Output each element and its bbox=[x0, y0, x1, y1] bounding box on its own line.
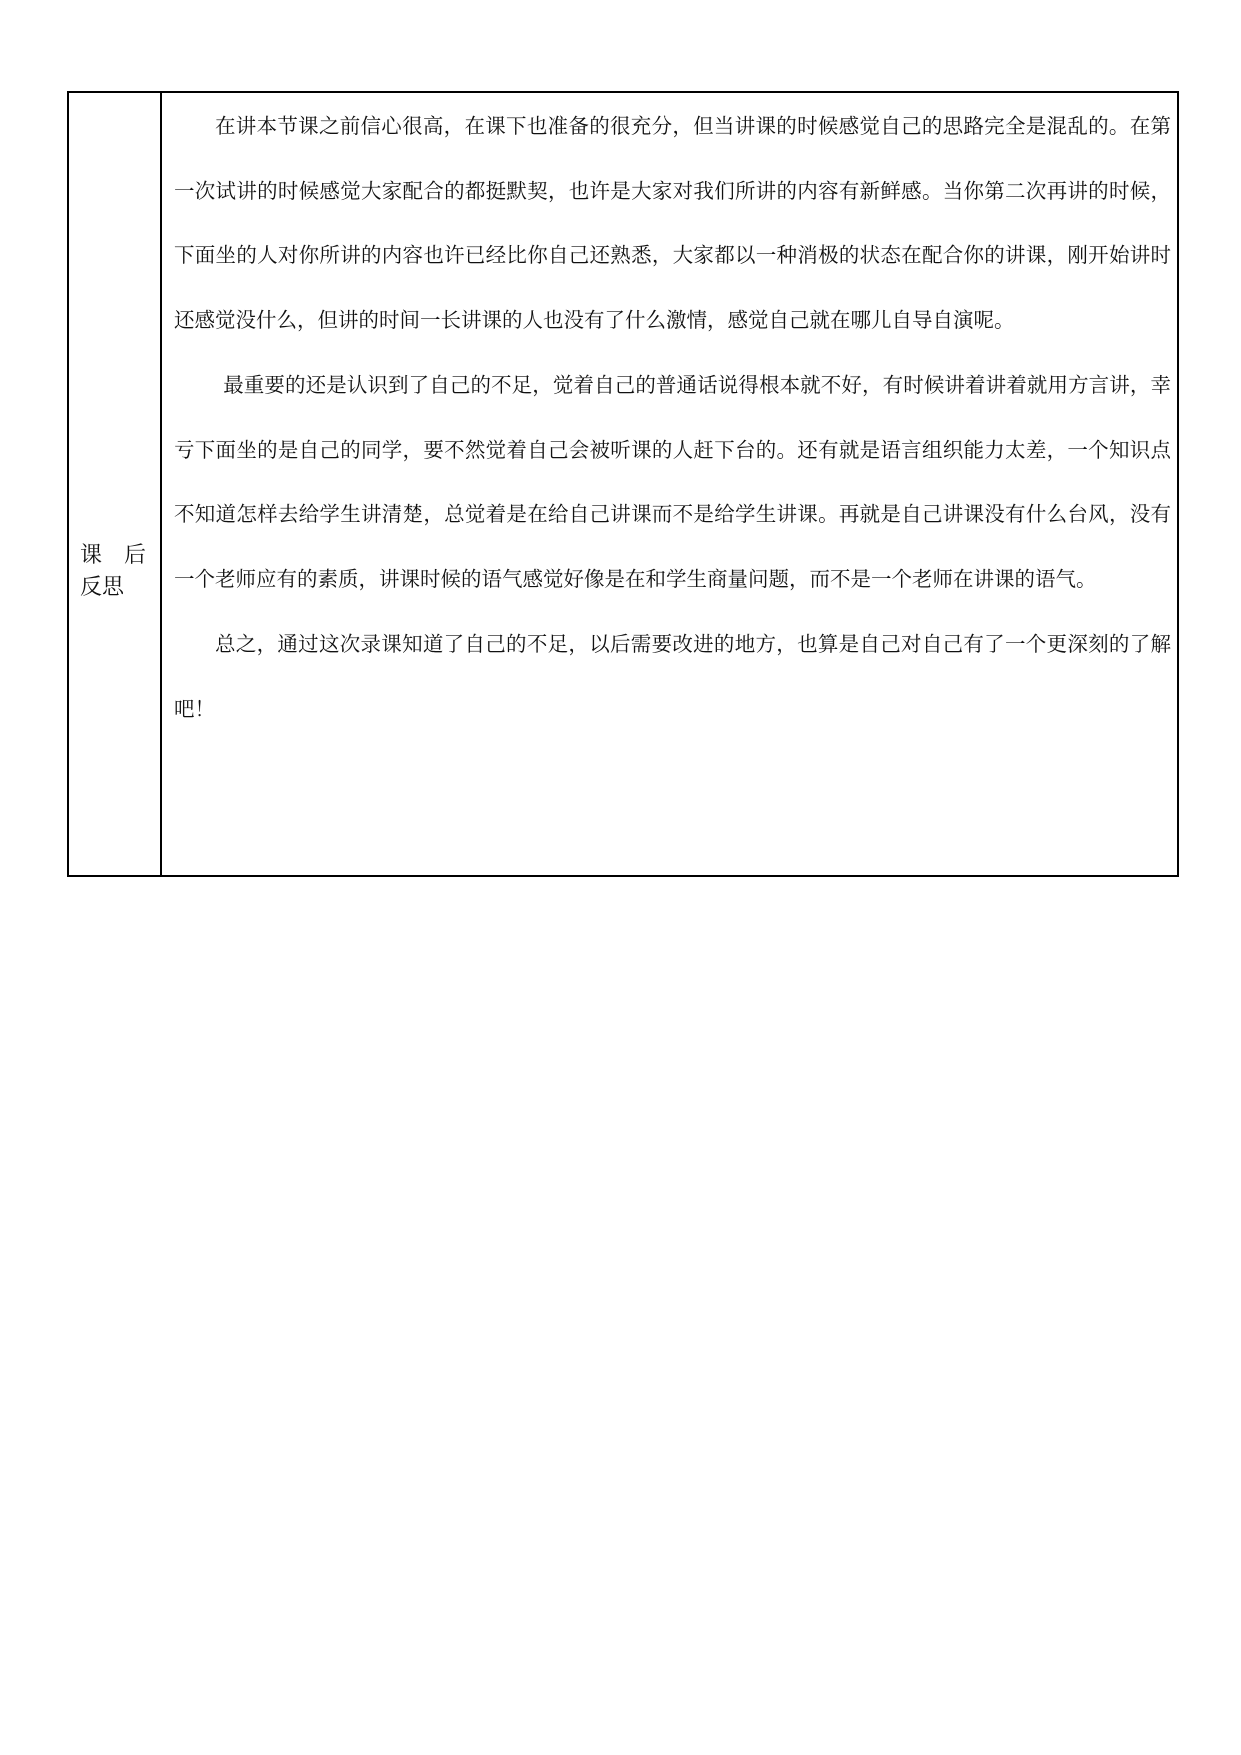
paragraph-3: 总之，通过这次录课知道了自己的不足，以后需要改进的地方，也算是自己对自己有了一个更深刻的了解吧！ bbox=[174, 632, 1171, 721]
paragraph-1: 在讲本节课之前信心很高，在课下也准备的很充分，但当讲课的时候感觉自己的思路完全是混乱的。在第一次试讲的时候感觉大家配合的都挺默契，也许是大家对我们所讲的内容有新鲜感。当你第二次再讲的时候，下面坐的人对你所讲的内容也许已经比你自己还熟悉，大家都以一种消极的状态在配合你的讲课，刚开始讲时还感觉没什么，但讲的时间一长讲课的人也没有了什么激情，感觉自己就在哪儿自导自演呢。 bbox=[174, 114, 1171, 332]
reflection-content-cell bbox=[162, 93, 1177, 875]
row-label-line-1 bbox=[80, 540, 146, 572]
reflection-table bbox=[67, 91, 1179, 877]
row-label-char-2: 后 bbox=[123, 543, 146, 568]
paragraph-2: 最重要的还是认识到了自己的不足，觉着自己的普通话说得根本就不好，有时候讲着讲着就用方言讲，幸亏下面坐的是自己的同学，要不然觉着自己会被听课的人赶下台的。还有就是语言组织能力太差，一个知识点不知道怎样去给学生讲清楚，总觉着是在给自己讲课而不是给学生讲课。再就是自己讲课没有什么台风，没有一个老师应有的素质，讲课时候的语气感觉好像是在和学生商量问题，而不是一个老师在讲课的语气。 bbox=[174, 373, 1171, 591]
label-cell bbox=[69, 93, 162, 875]
row-label-char-1: 课 bbox=[80, 543, 103, 568]
row-label bbox=[80, 540, 150, 604]
row-label-line-2: 反思 bbox=[80, 575, 125, 600]
